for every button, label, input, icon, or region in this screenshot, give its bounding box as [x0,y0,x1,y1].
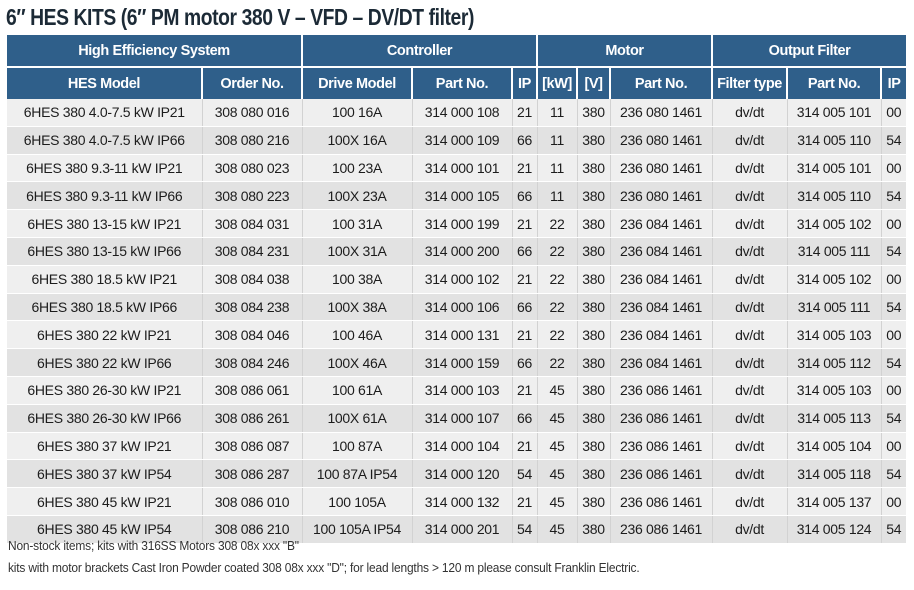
cell-hes-model: 6HES 380 26-30 kW IP66 [7,404,202,432]
table-row [7,460,906,488]
table-row [7,182,906,210]
cell-controller-part-no: 314 000 106 [412,293,512,321]
cell-order-no: 308 086 061 [202,376,302,404]
cell-drive-model: 100 31A [302,210,412,238]
cell-controller-part-no: 314 000 109 [412,126,512,154]
cell-kw: 45 [537,488,577,516]
cell-v: 380 [577,376,610,404]
cell-controller-ip: 66 [512,349,537,377]
col-header-controller-ip: IP [512,67,537,99]
cell-v: 380 [577,321,610,349]
cell-filter-type: dv/dt [712,182,787,210]
cell-hes-model: 6HES 380 9.3-11 kW IP21 [7,154,202,182]
cell-controller-part-no: 314 000 120 [412,460,512,488]
group-header-hes: High Efficiency System [7,35,302,67]
cell-hes-model: 6HES 380 45 kW IP21 [7,488,202,516]
cell-drive-model: 100 46A [302,321,412,349]
cell-hes-model: 6HES 380 13-15 kW IP66 [7,237,202,265]
cell-motor-part-no: 236 086 1461 [610,460,712,488]
cell-controller-part-no: 314 000 200 [412,237,512,265]
cell-kw: 22 [537,265,577,293]
cell-motor-part-no: 236 086 1461 [610,488,712,516]
cell-controller-part-no: 314 000 105 [412,182,512,210]
cell-filter-part-no: 314 005 110 [787,126,881,154]
cell-motor-part-no: 236 086 1461 [610,404,712,432]
cell-hes-model: 6HES 380 4.0-7.5 kW IP66 [7,126,202,154]
cell-controller-ip: 21 [512,376,537,404]
cell-filter-type: dv/dt [712,293,787,321]
table-row [7,321,906,349]
cell-controller-ip: 66 [512,293,537,321]
cell-motor-part-no: 236 086 1461 [610,515,712,543]
cell-v: 380 [577,237,610,265]
cell-filter-part-no: 314 005 137 [787,488,881,516]
cell-controller-part-no: 314 000 131 [412,321,512,349]
cell-kw: 45 [537,404,577,432]
table-row [7,154,906,182]
cell-filter-part-no: 314 005 113 [787,404,881,432]
cell-filter-ip: 54 [881,404,906,432]
cell-controller-ip: 21 [512,321,537,349]
table-row [7,432,906,460]
table-row [7,488,906,516]
cell-v: 380 [577,404,610,432]
cell-kw: 45 [537,432,577,460]
table-row [7,126,906,154]
cell-order-no: 308 086 010 [202,488,302,516]
cell-filter-ip: 00 [881,321,906,349]
cell-motor-part-no: 236 084 1461 [610,349,712,377]
cell-filter-type: dv/dt [712,237,787,265]
cell-hes-model: 6HES 380 37 kW IP54 [7,460,202,488]
cell-filter-type: dv/dt [712,321,787,349]
cell-v: 380 [577,99,610,126]
cell-order-no: 308 084 231 [202,237,302,265]
cell-filter-type: dv/dt [712,126,787,154]
cell-kw: 22 [537,210,577,238]
cell-motor-part-no: 236 084 1461 [610,293,712,321]
cell-hes-model: 6HES 380 45 kW IP54 [7,515,202,543]
col-header-controller-part-no: Part No. [412,67,512,99]
cell-order-no: 308 084 038 [202,265,302,293]
cell-filter-type: dv/dt [712,349,787,377]
cell-hes-model: 6HES 380 26-30 kW IP21 [7,376,202,404]
table-row [7,293,906,321]
cell-motor-part-no: 236 084 1461 [610,210,712,238]
cell-motor-part-no: 236 084 1461 [610,265,712,293]
cell-order-no: 308 086 087 [202,432,302,460]
cell-hes-model: 6HES 380 13-15 kW IP21 [7,210,202,238]
cell-order-no: 308 084 031 [202,210,302,238]
cell-v: 380 [577,349,610,377]
cell-v: 380 [577,488,610,516]
cell-controller-part-no: 314 000 102 [412,265,512,293]
cell-kw: 45 [537,376,577,404]
cell-v: 380 [577,460,610,488]
table-row [7,349,906,377]
col-header-drive-model: Drive Model [302,67,412,99]
cell-hes-model: 6HES 380 22 kW IP66 [7,349,202,377]
cell-hes-model: 6HES 380 37 kW IP21 [7,432,202,460]
cell-drive-model: 100 105A IP54 [302,515,412,543]
cell-filter-part-no: 314 005 111 [787,237,881,265]
cell-v: 380 [577,154,610,182]
footnote-stock: Non-stock items; kits with 316SS Motors 308 08x xxx "B" [8,538,299,553]
cell-hes-model: 6HES 380 4.0-7.5 kW IP21 [7,99,202,126]
col-header-order-no: Order No. [202,67,302,99]
cell-motor-part-no: 236 086 1461 [610,432,712,460]
cell-order-no: 308 086 210 [202,515,302,543]
cell-kw: 11 [537,126,577,154]
col-header-motor-part-no: Part No. [610,67,712,99]
table-row [7,99,906,126]
cell-controller-ip: 21 [512,154,537,182]
table-row [7,404,906,432]
group-header-output-filter: Output Filter [712,35,906,67]
cell-filter-ip: 00 [881,265,906,293]
cell-controller-part-no: 314 000 101 [412,154,512,182]
col-header-kw: [kW] [537,67,577,99]
col-header-hes-model: HES Model [7,67,202,99]
group-header-motor: Motor [537,35,712,67]
cell-drive-model: 100X 38A [302,293,412,321]
cell-motor-part-no: 236 084 1461 [610,321,712,349]
group-header-row [7,35,906,67]
cell-order-no: 308 080 023 [202,154,302,182]
cell-filter-type: dv/dt [712,515,787,543]
cell-order-no: 308 084 246 [202,349,302,377]
cell-filter-part-no: 314 005 101 [787,154,881,182]
cell-filter-part-no: 314 005 118 [787,460,881,488]
cell-order-no: 308 080 216 [202,126,302,154]
group-header-controller: Controller [302,35,537,67]
cell-v: 380 [577,432,610,460]
cell-controller-ip: 66 [512,404,537,432]
hes-kits-table [7,35,906,544]
cell-drive-model: 100X 61A [302,404,412,432]
cell-filter-ip: 00 [881,488,906,516]
cell-controller-part-no: 314 000 108 [412,99,512,126]
cell-motor-part-no: 236 080 1461 [610,99,712,126]
cell-filter-part-no: 314 005 110 [787,182,881,210]
cell-filter-ip: 00 [881,154,906,182]
cell-filter-type: dv/dt [712,265,787,293]
cell-controller-ip: 54 [512,460,537,488]
cell-kw: 11 [537,182,577,210]
cell-kw: 22 [537,237,577,265]
cell-motor-part-no: 236 080 1461 [610,182,712,210]
cell-motor-part-no: 236 080 1461 [610,154,712,182]
column-header-row [7,67,906,99]
cell-kw: 45 [537,460,577,488]
cell-order-no: 308 086 261 [202,404,302,432]
col-header-v: [V] [577,67,610,99]
cell-controller-part-no: 314 000 104 [412,432,512,460]
cell-filter-part-no: 314 005 111 [787,293,881,321]
cell-filter-part-no: 314 005 101 [787,99,881,126]
cell-v: 380 [577,293,610,321]
cell-kw: 45 [537,515,577,543]
cell-v: 380 [577,210,610,238]
cell-v: 380 [577,126,610,154]
cell-controller-ip: 21 [512,432,537,460]
cell-kw: 11 [537,99,577,126]
cell-drive-model: 100 23A [302,154,412,182]
cell-filter-ip: 54 [881,126,906,154]
cell-v: 380 [577,182,610,210]
cell-controller-part-no: 314 000 159 [412,349,512,377]
cell-kw: 22 [537,349,577,377]
cell-filter-ip: 00 [881,432,906,460]
col-header-filter-ip: IP [881,67,906,99]
cell-filter-type: dv/dt [712,404,787,432]
cell-v: 380 [577,515,610,543]
cell-filter-type: dv/dt [712,154,787,182]
cell-filter-ip: 54 [881,460,906,488]
cell-controller-ip: 66 [512,126,537,154]
cell-order-no: 308 080 223 [202,182,302,210]
cell-filter-part-no: 314 005 102 [787,210,881,238]
cell-filter-type: dv/dt [712,432,787,460]
cell-filter-ip: 54 [881,349,906,377]
cell-filter-type: dv/dt [712,460,787,488]
footnotes [8,535,694,579]
cell-hes-model: 6HES 380 18.5 kW IP66 [7,293,202,321]
cell-v: 380 [577,265,610,293]
cell-controller-ip: 54 [512,515,537,543]
page-title: 6″ HES KITS (6″ PM motor 380 V – VFD – DV/DT filter) [6,4,474,30]
cell-filter-part-no: 314 005 103 [787,376,881,404]
cell-filter-part-no: 314 005 103 [787,321,881,349]
cell-drive-model: 100 87A [302,432,412,460]
cell-controller-ip: 21 [512,210,537,238]
cell-filter-ip: 54 [881,237,906,265]
cell-drive-model: 100X 23A [302,182,412,210]
table-row [7,265,906,293]
cell-drive-model: 100X 16A [302,126,412,154]
cell-filter-ip: 00 [881,210,906,238]
col-header-filter-part-no: Part No. [787,67,881,99]
cell-kw: 11 [537,154,577,182]
cell-filter-part-no: 314 005 102 [787,265,881,293]
table-row [7,210,906,238]
cell-order-no: 308 084 238 [202,293,302,321]
cell-controller-ip: 66 [512,182,537,210]
cell-filter-type: dv/dt [712,99,787,126]
cell-order-no: 308 086 287 [202,460,302,488]
cell-controller-ip: 21 [512,99,537,126]
col-header-filter-type: Filter type [712,67,787,99]
cell-kw: 22 [537,321,577,349]
cell-drive-model: 100 16A [302,99,412,126]
cell-drive-model: 100X 46A [302,349,412,377]
cell-controller-ip: 21 [512,488,537,516]
cell-filter-type: dv/dt [712,376,787,404]
cell-drive-model: 100X 31A [302,237,412,265]
cell-drive-model: 100 38A [302,265,412,293]
cell-controller-part-no: 314 000 107 [412,404,512,432]
cell-drive-model: 100 105A [302,488,412,516]
footnote-brackets: kits with motor brackets Cast Iron Powder coated 308 08x xxx "D"; for lead lengths > 120 m please consult Franklin Electric. [8,560,640,575]
cell-controller-part-no: 314 000 201 [412,515,512,543]
cell-hes-model: 6HES 380 9.3-11 kW IP66 [7,182,202,210]
cell-controller-part-no: 314 000 103 [412,376,512,404]
cell-controller-part-no: 314 000 132 [412,488,512,516]
cell-hes-model: 6HES 380 18.5 kW IP21 [7,265,202,293]
cell-filter-ip: 54 [881,515,906,543]
cell-filter-ip: 00 [881,99,906,126]
cell-motor-part-no: 236 080 1461 [610,126,712,154]
cell-hes-model: 6HES 380 22 kW IP21 [7,321,202,349]
cell-filter-type: dv/dt [712,488,787,516]
cell-kw: 22 [537,293,577,321]
cell-filter-part-no: 314 005 124 [787,515,881,543]
cell-motor-part-no: 236 086 1461 [610,376,712,404]
cell-filter-part-no: 314 005 104 [787,432,881,460]
cell-controller-ip: 21 [512,265,537,293]
cell-filter-ip: 00 [881,376,906,404]
cell-motor-part-no: 236 084 1461 [610,237,712,265]
cell-drive-model: 100 87A IP54 [302,460,412,488]
cell-filter-type: dv/dt [712,210,787,238]
table-row [7,376,906,404]
cell-controller-part-no: 314 000 199 [412,210,512,238]
cell-filter-ip: 54 [881,182,906,210]
cell-controller-ip: 66 [512,237,537,265]
cell-drive-model: 100 61A [302,376,412,404]
cell-order-no: 308 080 016 [202,99,302,126]
table-row [7,237,906,265]
cell-filter-ip: 54 [881,293,906,321]
cell-filter-part-no: 314 005 112 [787,349,881,377]
cell-order-no: 308 084 046 [202,321,302,349]
